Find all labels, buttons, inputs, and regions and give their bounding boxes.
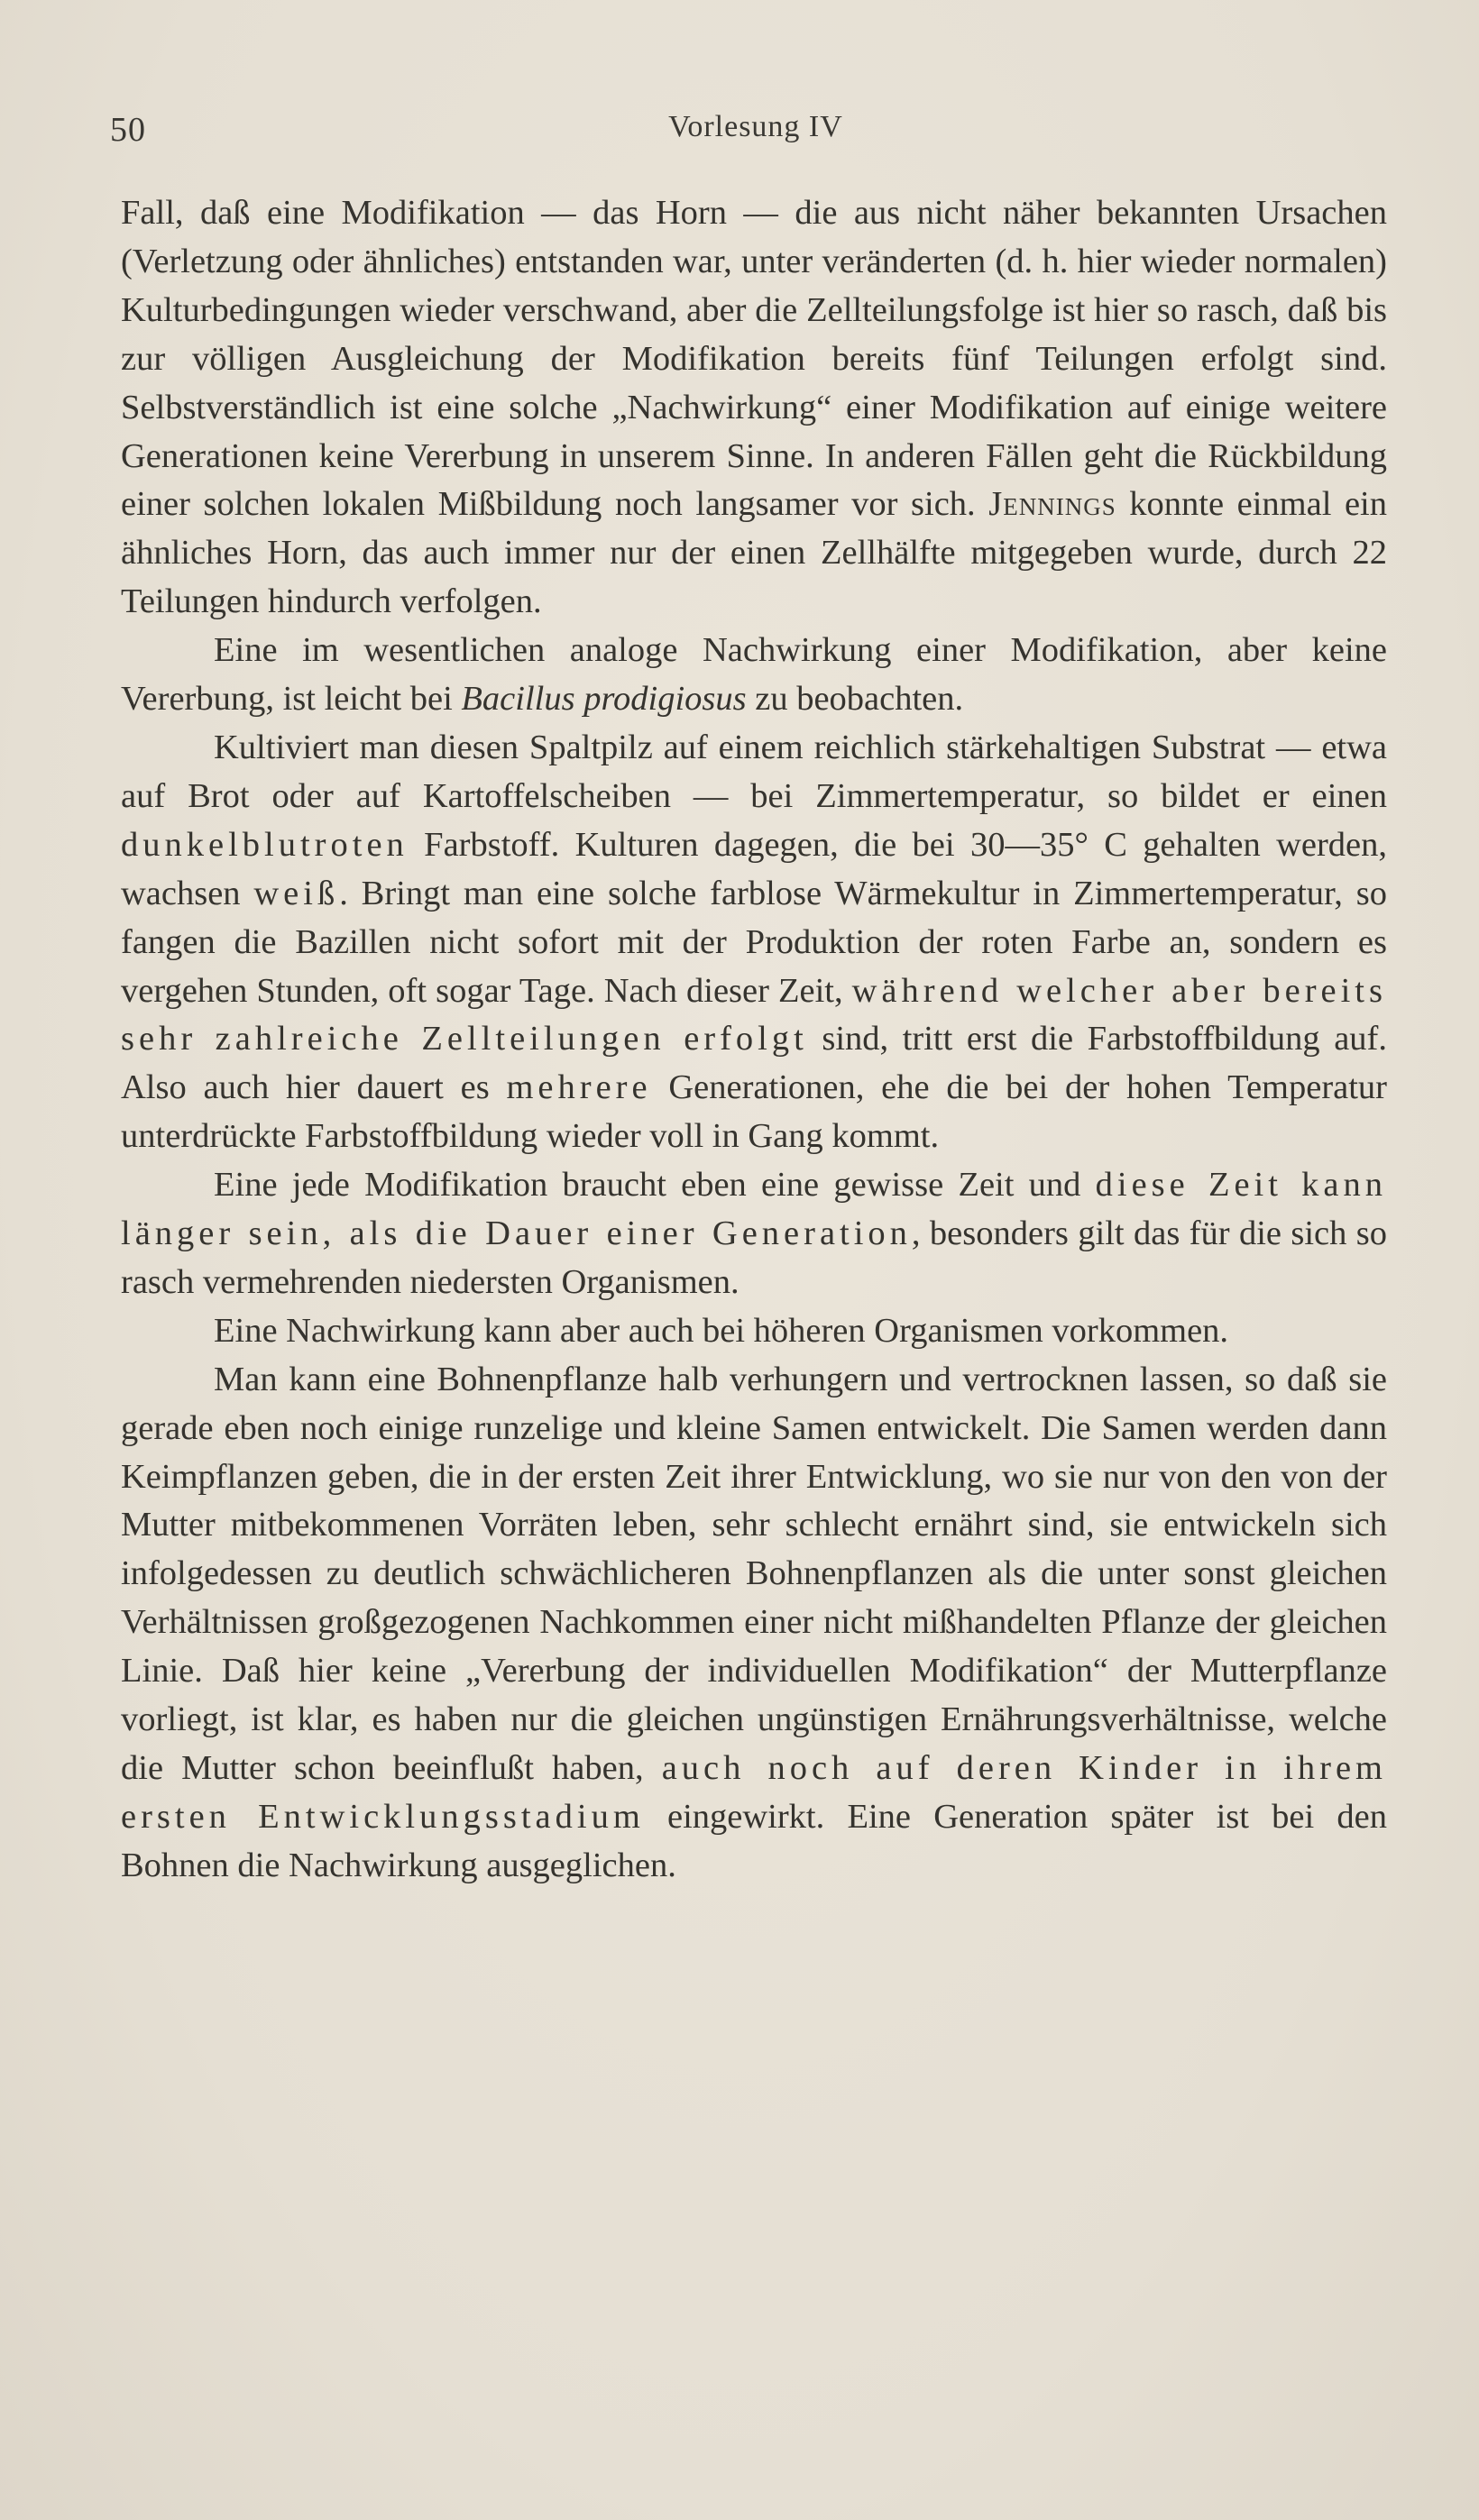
paragraph-3-text-b: Farbstoff. Kulturen dagegen, die bei 30—35° C gehalten werden, wachsen bbox=[121, 825, 1387, 912]
paragraph-5: Eine Nachwirkung kann aber auch bei höheren Organismen vorkommen. bbox=[214, 1311, 1229, 1350]
paragraph-6 bbox=[121, 1356, 1387, 1891]
paragraph-1-text-b: konnte einmal ein ähnliches Horn, das auch immer nur der einen Zellhälfte mitgegeben wurde, durch 22 Teilungen hindurch verfolgen. bbox=[121, 485, 1387, 621]
paragraph-3-text-c: . Bringt man eine solche farblose Wärmekultur in Zimmertemperatur, so fangen die Bazillen nicht sofort mit der Produktion der roten Farbe an, sondern es vergehen Stunden, oft sogar Tage. Nach dieser Zeit, bbox=[121, 874, 1387, 1010]
paragraph-4 bbox=[121, 1161, 1387, 1307]
emphasis-mehrere: mehrere bbox=[506, 1068, 652, 1107]
species-name: Bacillus prodigiosus bbox=[461, 680, 747, 719]
emphasis-dunkelblutroten: dunkelblutroten bbox=[121, 825, 409, 864]
running-head: Vorlesung IV bbox=[668, 110, 843, 143]
paragraph-2 bbox=[121, 627, 1387, 724]
paragraph-4-text-b: , besonders gilt das für die sich so rasch vermehrenden niedersten Organismen. bbox=[121, 1214, 1387, 1301]
emphasis-diese-zeit: diese Zeit kann länger sein, als die Dauer einer Generation bbox=[121, 1166, 1387, 1253]
paragraph-3-text-e: Generationen, ehe die bei der hohen Temperatur unterdrückte Farbstoffbildung wieder voll in Gang kommt. bbox=[121, 1068, 1388, 1156]
author-name-jennings: Jennings bbox=[988, 485, 1116, 524]
paragraph-2-text-b: zu beobachten. bbox=[746, 680, 964, 719]
paragraph-2-text-a: Eine im wesentlichen analoge Nachwirkung einer Modifikation, aber keine Vererbung, ist leicht bei bbox=[121, 631, 1387, 719]
paragraph-1 bbox=[121, 189, 1387, 627]
page-number: 50 bbox=[110, 111, 146, 149]
emphasis-kinder: auch noch auf deren Kinder in ihrem ersten Entwicklungsstadium bbox=[121, 1749, 1388, 1836]
body-text bbox=[121, 189, 1387, 1891]
paragraph-4-text-a: Eine jede Modifikation braucht eben eine gewisse Zeit und bbox=[214, 1166, 1096, 1205]
paragraph-6-text-b: eingewirkt. Eine Generation später ist bei den Bohnen die Nachwirkung ausgeglichen. bbox=[121, 1797, 1387, 1884]
emphasis-weiss: weiß bbox=[253, 874, 340, 912]
emphasis-zellteilungen: während welcher aber bereits sehr zahlreiche Zellteilungen erfolgt bbox=[121, 971, 1387, 1058]
paragraph-3 bbox=[121, 724, 1387, 1161]
paragraph-3-text-d: sind, tritt erst die Farbstoffbildung auf. Also auch hier dauert es bbox=[121, 1020, 1387, 1107]
paragraph-3-text-a: Kultiviert man diesen Spaltpilz auf einem reichlich stärkehaltigen Substrat — etwa auf Brot oder auf Kartoffelscheiben — bei Zimmertemperatur, so bildet er einen bbox=[121, 728, 1387, 815]
page-header bbox=[106, 110, 1405, 153]
paragraph-6-text-a: Man kann eine Bohnenpflanze halb verhungern und vertrocknen lassen, so daß sie gerade eben noch einige runzelige und kleine Samen entwickelt. Die Samen werden dann Keimpflanzen geben, die in der ersten Zeit ihrer Entwicklung, wo sie nur von den von der Mutter mitbekommenen Vorräten leben, sehr schlecht ernährt sind, sie entwickeln sich infolgedessen zu deutlich schwächlicheren Bohnenpflanzen als die unter sonst gleichen Verhältnissen großgezogenen Nachkommen einer nicht mißhandelten Pflanze der gleichen Linie. Daß hier keine „Vererbung der individuellen Modifikation“ der Mutterpflanze vorliegt, ist klar, es haben nur die gleichen ungünstigen Ernährungsverhältnisse, welche die Mutter schon beeinflußt haben, bbox=[121, 1360, 1387, 1787]
paragraph-1-text-a: Fall, daß eine Modifikation — das Horn — die aus nicht näher bekannten Ursachen (Verletzung oder ähnliches) entstanden war, unter veränderten (d. h. hier wieder normalen) Kulturbedingungen wieder verschwand, aber die Zellteilungsfolge ist hier so rasch, daß bis zur völligen Ausgleichung der Modifikation bereits fünf Teilungen erfolgt sind. Selbstverständlich ist eine solche „Nachwirkung“ einer Modifikation auf einige weitere Generationen keine Vererbung in unserem Sinne. In anderen Fällen geht die Rückbildung einer solchen lokalen Mißbildung noch langsamer vor sich. bbox=[121, 194, 1387, 524]
